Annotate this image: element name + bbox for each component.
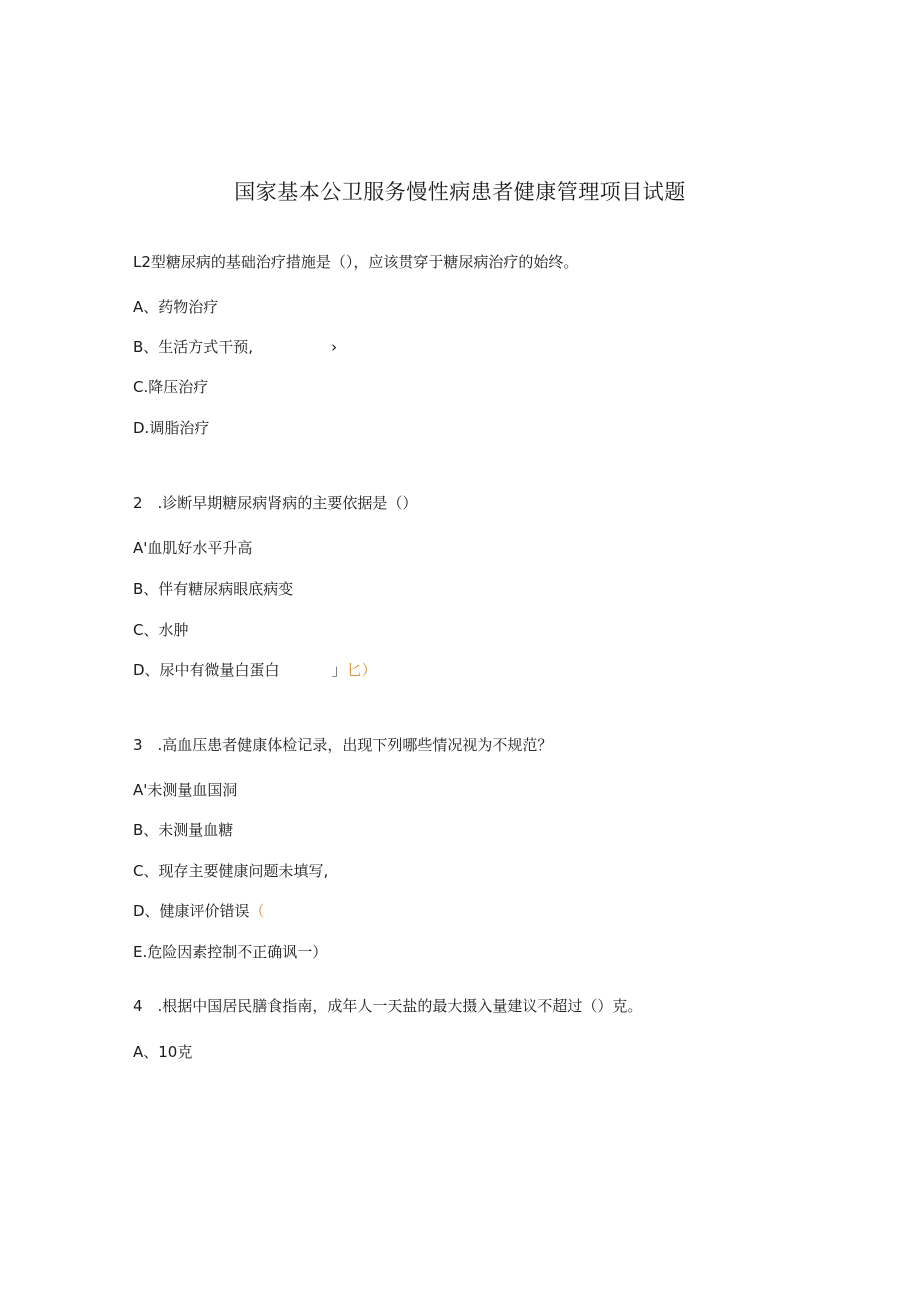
document-title: 国家基本公卫服务慢性病患者健康管理项目试题 <box>234 180 686 204</box>
question-2-option-c: C、水肿 <box>133 621 189 639</box>
question-2-option-d <box>133 660 377 680</box>
option-mark: 」 <box>331 661 347 679</box>
option-text: D、尿中有微量白蛋白 <box>133 661 280 679</box>
question-2-stem: 2 .诊断早期糖尿病肾病的主要依据是（） <box>133 494 418 512</box>
option-text: D、健康评价错误 <box>133 902 250 920</box>
question-1-stem: L2型糖尿病的基础治疗措施是（），应该贯穿于糖尿病治疗的始终。 <box>133 253 579 271</box>
question-3-option-e: E.危险因素控制不正确讽一） <box>133 943 328 961</box>
question-3-option-a: A'未测量血国洞 <box>133 781 238 799</box>
question-2-option-a: A'血肌好水平升高 <box>133 539 253 557</box>
option-mark-secondary: 匕） <box>346 661 377 679</box>
question-1-option-a: A、药物治疗 <box>133 298 219 316</box>
question-4-option-a: A、10克 <box>133 1043 193 1061</box>
question-3-option-c: C、现存主要健康问题未填写, <box>133 862 329 880</box>
question-3-option-b: B、未测量血糖 <box>133 821 234 839</box>
option-mark-secondary: （ <box>249 902 265 920</box>
question-2-option-b: B、伴有糖尿病眼底病变 <box>133 580 294 598</box>
option-text: B、生活方式干预, <box>133 338 254 356</box>
question-4-stem: 4 .根据中国居民膳食指南，成年人一天盐的最大摄入量建议不超过（）克。 <box>133 997 643 1015</box>
question-1-option-d: D.调脂治疗 <box>133 419 210 437</box>
question-3-stem: 3 .高血压患者健康体检记录，出现下列哪些情况视为不规范？ <box>133 736 553 754</box>
question-3-option-d <box>133 901 265 921</box>
option-mark: › <box>331 338 338 356</box>
question-1-option-b <box>133 337 337 357</box>
question-1-option-c: C.降压治疗 <box>133 378 209 396</box>
